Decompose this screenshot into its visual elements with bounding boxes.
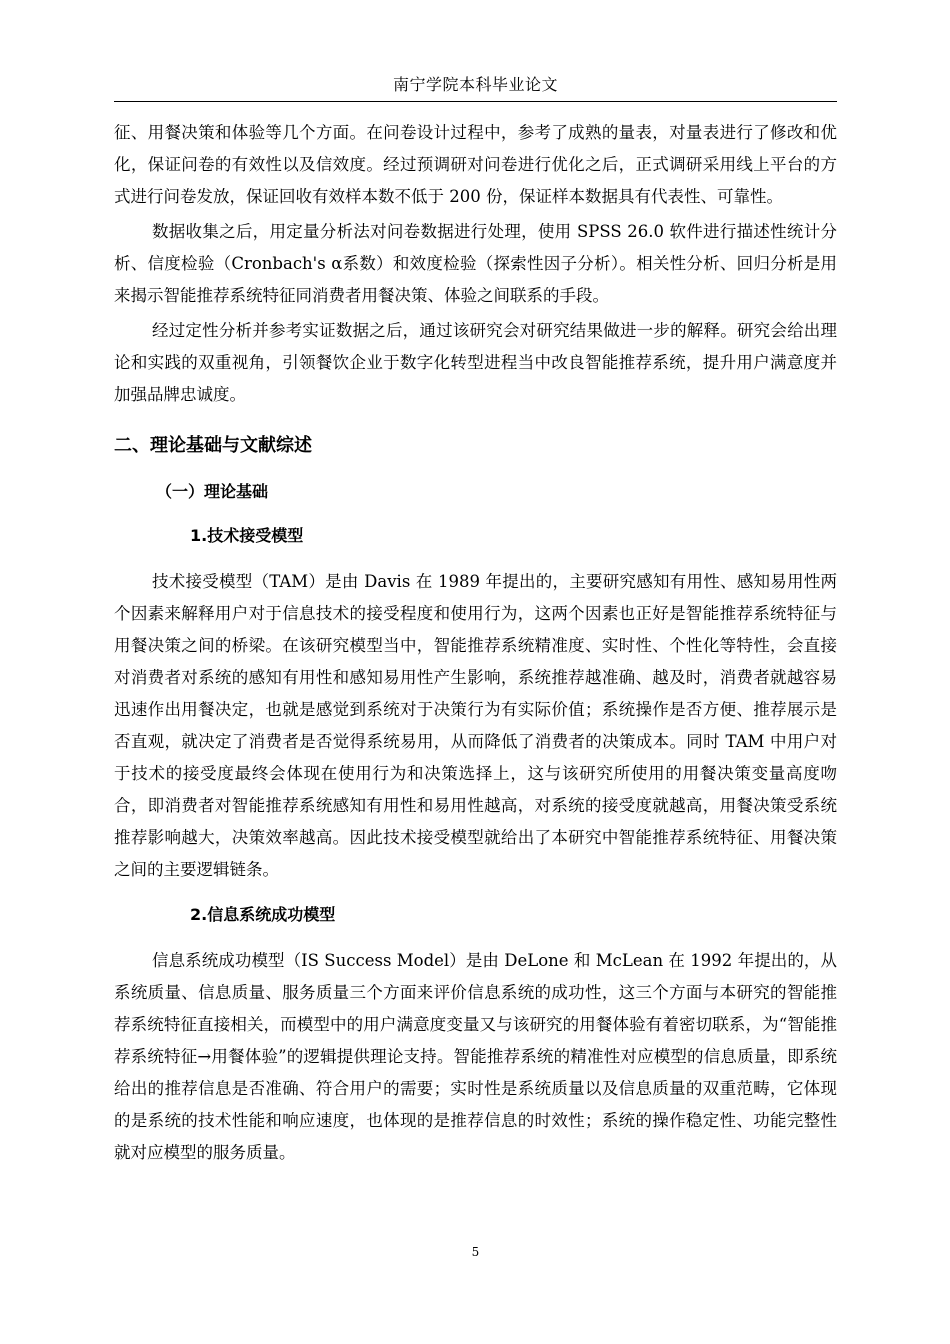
paragraph-1: 征、用餐决策和体验等几个方面。在问卷设计过程中，参考了成熟的量表，对量表进行了修改和优化，保证问卷的有效性以及信效度。经过预调研对问卷进行优化之后，正式调研采用线上平台的方式进行问卷发放，保证回收有效样本数不低于 200 份，保证样本数据具有代表性、可靠性。 (114, 123, 837, 206)
paragraph-4: 技术接受模型（TAM）是由 Davis 在 1989 年提出的，主要研究感知有用性、感知易用性两个因素来解释用户对于信息技术的接受程度和使用行为，这两个因素也正好是智能推荐系统特征与用餐决策之间的桥梁。在该研究模型当中，智能推荐系统精准度、实时性、个性化等特性，会直接对消费者对系统的感知有用性和感知易用性产生影响，系统推荐越准确、越及时，消费者就越容易迅速作出用餐决定，也就是感觉到系统对于决策行为有实际价值；系统操作是否方便、推荐展示是否直观，就决定了消费者是否觉得系统易用，从而降低了消费者的决策成本。同时 TAM 中用户对于技术的接受度最终会体现在使用行为和决策选择上，这与该研究所使用的用餐决策变量高度吻合，即消费者对智能推荐系统感知有用性和易用性越高，对系统的接受度就越高，用餐决策受系统推荐影响越大，决策效率越高。因此技术接受模型就给出了本研究中智能推荐系统特征、用餐决策之间的主要逻辑链条。 (114, 572, 837, 879)
paragraph-5: 信息系统成功模型（IS Success Model）是由 DeLone 和 McLean 在 1992 年提出的，从系统质量、信息质量、服务质量三个方面来评价信息系统的成功性，这三个方面与本研究的智能推荐系统特征直接相关，而模型中的用户满意度变量又与该研究的用餐体验有着密切联系，为“智能推荐系统特征→用餐体验”的逻辑提供理论支持。智能推荐系统的精准性对应模型的信息质量，即系统给出的推荐信息是否准确、符合用户的需要；实时性是系统质量以及信息质量的双重范畴，它体现的是系统的技术性能和响应速度，也体现的是推荐信息的时效性；系统的操作稳定性、功能完整性就对应模型的服务质量。 (114, 951, 837, 1162)
section-heading: 二、理论基础与文献综述 (114, 435, 312, 456)
paragraph-2: 数据收集之后，用定量分析法对问卷数据进行处理，使用 SPSS 26.0 软件进行描述性统计分析、信度检验（Cronbach's α系数）和效度检验（探索性因子分析）。相关性分析、回归分析是用来揭示智能推荐系统特征同消费者用餐决策、体验之间联系的手段。 (114, 222, 837, 305)
item-heading-1: 1.技术接受模型 (190, 526, 304, 545)
paragraph-3: 经过定性分析并参考实证数据之后，通过该研究会对研究结果做进一步的解释。研究会给出理论和实践的双重视角，引领餐饮企业于数字化转型进程当中改良智能推荐系统，提升用户满意度并加强品牌忠诚度。 (114, 321, 837, 404)
subsection-heading: （一）理论基础 (156, 482, 269, 501)
item-heading-2: 2.信息系统成功模型 (190, 905, 336, 924)
page-header-title: 南宁学院本科毕业论文 (392, 75, 558, 94)
page-number: 5 (471, 1245, 480, 1259)
page-body (114, 117, 837, 1169)
header-divider (114, 101, 837, 102)
